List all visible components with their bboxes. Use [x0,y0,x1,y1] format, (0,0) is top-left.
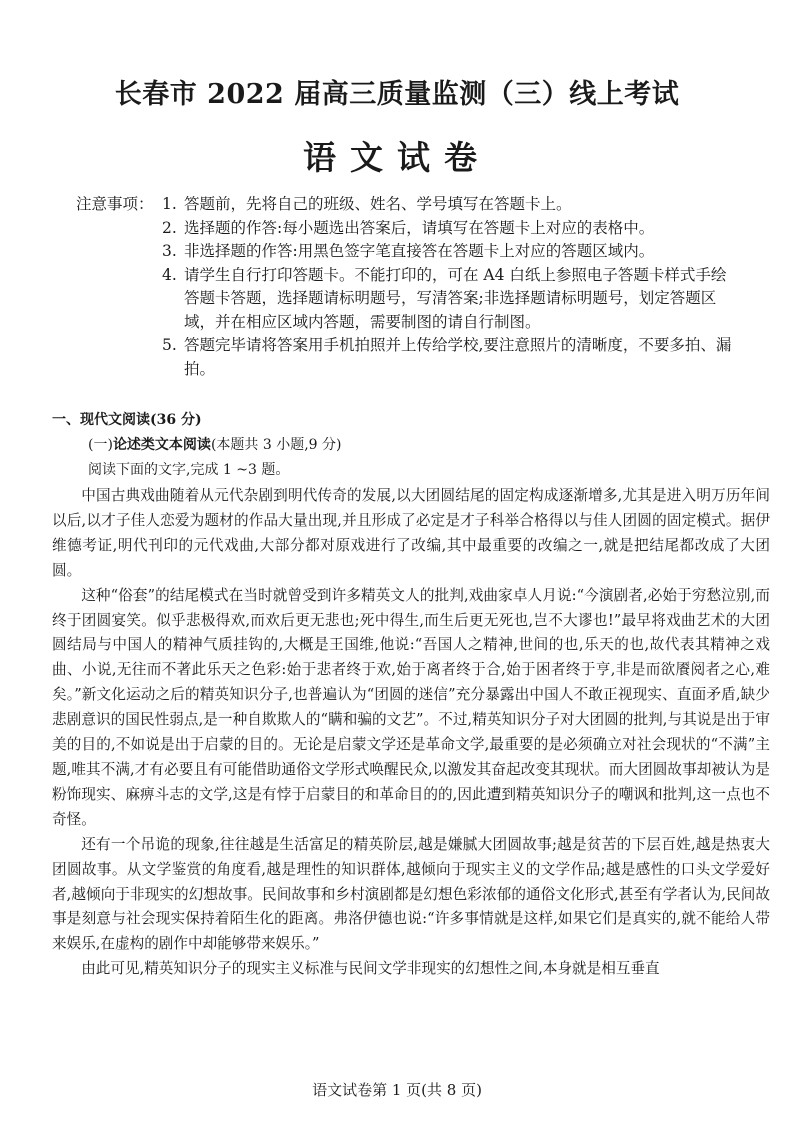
notice-item-number: 3. [162,242,177,260]
passage-paragraph: 这种“俗套”的结尾模式在当时就曾受到许多精英文人的批判,戏曲家卓人月说:“今演剧者,必始于穷愁泣别,而终于团圆宴笑。似乎悲极得欢,而欢后更无悲也;死中得生,而生后更无死也,岂不大谬也!”最早将戏曲艺术的大团圆结局与中国人的精神气质挂钩的,大概是王国维,他说:“吾国人之精神,世间的也,乐天的也,故代表其精神之戏曲、小说,无往而不著此乐天之色彩:始于悲者终于欢,始于离者终于合,始于困者终于亨,非是而欲餍阅者之心,难矣。”新文化运动之后的精英知识分子,也普遍认为“团圆的迷信”充分暴露出中国人不敢正视现实、直面矛盾,缺少悲剧意识的国民性弱点,是一种自欺欺人的“瞒和骗的文艺”。不过,精英知识分子对大团圆的批判,与其说是出于审美的目的,不如说是出于启蒙的目的。无论是启蒙文学还是革命文学,最重要的是必须确立对社会现状的“不满”主题,唯其不满,才有必要且有可能借助通俗文学形式唤醒民众,以激发其奋起改变其现状。而大团圆故事却被认为是粉饰现实、麻痹斗志的文学,这是有悖于启蒙目的和革命目的的,因此遭到精英知识分子的嘲讽和批判,这一点也不奇怪。 [52,586,770,828]
passage-paragraph: 还有一个吊诡的现象,往往越是生活富足的精英阶层,越是嫌腻大团圆故事;越是贫苦的下层百姓,越是热衷大团圆故事。从文学鉴赏的角度看,越是理性的知识群体,越倾向于现实主义的文学作品;越是感性的口头文学爱好者,越倾向于非现实的幻想故事。民间故事和乡村演剧都是幻想色彩浓郁的通俗文化形式,甚至有学者认为,民间故事是刻意与社会现实保持着陌生化的距离。弗洛伊德也说:“许多事情就是这样,如果它们是真实的,就不能给人带来娱乐,在虚构的剧作中却能够带来娱乐。” [52,835,770,953]
subsection-note: (本题共 3 小题,9 分) [210,437,342,453]
notice-item-text: 答题前，先将自己的班级、姓名、学号填写在答题卡上。 [184,195,572,213]
notice-item-number: 1. [162,195,177,213]
notice-item [162,264,732,335]
notice-item-number: 4. [162,265,177,284]
exam-subtitle: 语文试卷 [303,138,491,177]
exam-title: 长春市 2022 届高三质量监测（三）线上考试 [114,79,680,110]
notice-item-text: 非选择题的作答:用黑色签字笔直接答在答题卡上对应的答题区域内。 [184,242,655,260]
page-footer: 语文试卷第 1 页(共 8 页) [312,1081,482,1099]
notice-item-number: 2. [162,218,177,237]
reading-passage [52,484,770,982]
notice-item-text: 请学生自行打印答题卡。不能打印的，可在 A4 白纸上参照电子答题卡样式手绘答题卡答题，选择题请标明题号，写清答案;非选择题请标明题号，划定答题区域，并在相应区域内答题，需要制图的请自行制图。 [184,265,727,331]
notice-list [162,193,732,381]
notice-label: 注意事项： [76,195,154,213]
notice-item [162,217,732,241]
subsection-name: 论述类文本阅读 [112,437,211,453]
notice-item [162,193,732,217]
notice-item [162,334,732,381]
reading-instruction: 阅读下面的文字,完成 1 ~3 题。 [88,462,290,478]
subsection-heading [88,435,748,455]
notice-item-text: 答题完毕请将答案用手机拍照并上传给学校,要注意照片的清晰度，不要多拍、漏拍。 [184,336,732,378]
passage-paragraph: 中国古典戏曲随着从元代杂剧到明代传奇的发展,以大团圆结尾的固定构成逐渐增多,尤其是进入明万历年间以后,以才子佳人恋爱为题材的作品大量出现,并且形成了必定是才子科举合格得以与佳人团圆的固定模式。据伊维德考证,明代刊印的元代戏曲,大部分都对原戏进行了改编,其中最重要的改编之一,就是把结尾都改成了大团圆。 [52,487,770,579]
passage-paragraph: 由此可见,精英知识分子的现实主义标准与民间文学非现实的幻想性之间,本身就是相互垂直 [81,960,660,978]
notice-item-number: 5. [162,336,177,354]
section-heading: 一、现代文阅读(36 分) [52,412,202,428]
subsection-prefix: (一) [88,437,113,453]
notice-item-text: 选择题的作答:每小题选出答案后，请填写在答题卡上对应的表格中。 [184,218,655,237]
notice-item [162,240,732,264]
